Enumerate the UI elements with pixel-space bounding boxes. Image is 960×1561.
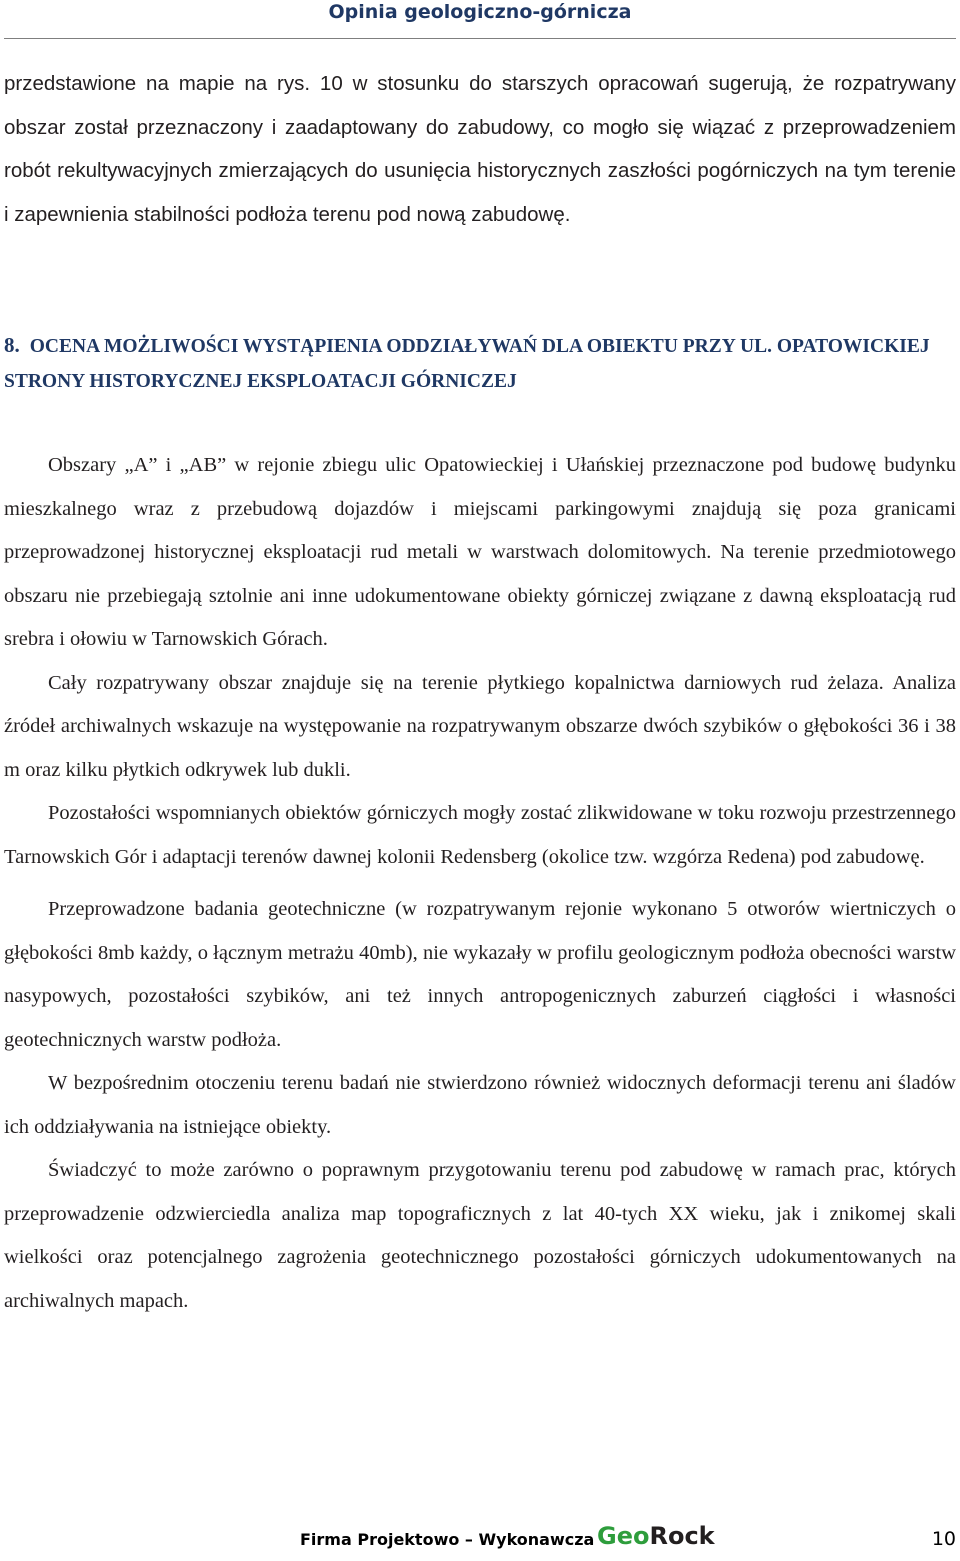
body-text [4, 444, 956, 1323]
georock-logo [597, 1522, 715, 1550]
section-number: 8. [4, 333, 20, 357]
section-title: OCENA MOŻLIWOŚCI WYSTĄPIENIA ODDZIAŁYWAŃ DLA OBIEKTU PRZY UL. OPATOWICKIEJ STRONY HISTORYCZNEJ EKSPLOATACJI GÓRNICZEJ [4, 336, 930, 392]
page-footer [0, 1522, 960, 1556]
page-header-title: Opinia geologiczno-górnicza [328, 1, 632, 23]
page-number: 10 [931, 1528, 956, 1550]
header-divider [4, 38, 956, 39]
paragraph-6: Świadczyć to może zarówno o poprawnym przygotowaniu terenu pod zabudowę w ramach prac, których przeprowadzenie odzwierciedla analiza map topograficznych z lat 40-tych XX wieku, jak i znikomej skali wielkości oraz potencjalnego zagrożenia geotechnicznego pozostałości górniczych udokumentowanych na archiwalnych mapach. [4, 1159, 956, 1312]
section-heading [4, 328, 956, 399]
paragraph-5: W bezpośrednim otoczeniu terenu badań nie stwierdzono również widocznych deformacji terenu ani śladów ich oddziaływania na istniejące obiekty. [4, 1072, 956, 1138]
paragraph-3: Pozostałości wspomnianych obiektów górniczych mogły zostać zlikwidowane w toku rozwoju przestrzennego Tarnowskich Gór i adaptacji terenów dawnej kolonii Redensberg (okolice tzw. wzgórza Redena) pod zabudowę. [4, 802, 956, 868]
paragraph-4: Przeprowadzone badania geotechniczne (w rozpatrywanym rejonie wykonano 5 otworów wiertniczych o głębokości 8mb każdy, o łącznym metrażu 40mb), nie wykazały w profilu geologicznym podłoża obecności warstw nasypowych, pozostałości szybików, ani też innych antropogenicznych zaburzeń ciągłości i własności geotechnicznych warstw podłoża. [4, 898, 956, 1051]
logo-geo: Geo [597, 1522, 650, 1550]
logo-rock: Rock [649, 1522, 715, 1550]
paragraph-2: Cały rozpatrywany obszar znajduje się na terenie płytkiego kopalnictwa darniowych rud żelaza. Analiza źródeł archiwalnych wskazuje na występowanie na rozpatrywanym obszarze dwóch szybików o głębokości 36 i 38 m oraz kilku płytkich odkrywek lub dukli. [4, 671, 956, 781]
paragraph-1: Obszary „A” i „AB” w rejonie zbiegu ulic Opatowieckiej i Ułańskiej przeznaczone pod budowę budynku mieszkalnego wraz z przebudową dojazdów i miejscami parkingowymi znajdują się poza granicami przeprowadzonej historycznej eksploatacji rud metali w warstwach dolomitowych. Na terenie przedmiotowego obszaru nie przebiegają sztolnie ani inne udokumentowane obiekty górniczej związane z dawną eksploatacją rud srebra i ołowiu w Tarnowskich Górach. [4, 454, 956, 650]
intro-paragraph: przedstawione na mapie na rys. 10 w stosunku do starszych opracowań sugerują, że rozpatrywany obszar został przeznaczony i zaadaptowany do zabudowy, co mogło się wiązać z przeprowadzeniem robót rekultywacyjnych zmierzających do usunięcia historycznych zaszłości pogórniczych na tym terenie i zapewnienia stabilności podłoża terenu pod nową zabudowę. [4, 72, 956, 226]
footer-company: Firma Projektowo – Wykonawcza [300, 1530, 595, 1549]
